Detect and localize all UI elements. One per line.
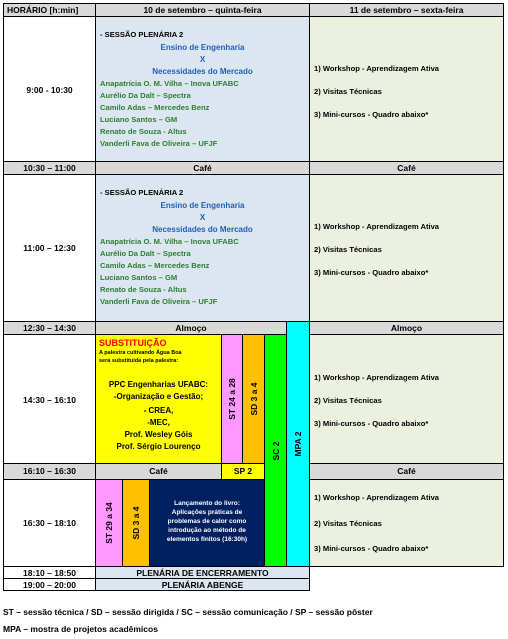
speaker-1-1: Aurélio Da Dalt – Spectra [100, 91, 191, 100]
header-day2-label: 11 de setembro – sexta-feira [349, 5, 464, 15]
time-cell-6 [3, 463, 96, 480]
plenaria-title-1: - SESSÃO PLENÁRIA 2 [100, 30, 184, 39]
livro-l1: Lançamento do livro: [174, 500, 240, 507]
legend-line-1: ST – sessão técnica / SD – sessão dirigida / SC – sessão comunicação / SP – sessão pôster [3, 607, 373, 617]
plenaria-line1-2: Ensino de Engenharia [160, 201, 245, 210]
cafe-label-4: Café [397, 466, 416, 476]
plenaria-line1-1: Ensino de Engenharia [160, 43, 245, 52]
speaker-1-4: Renato de Souza - Altus [100, 127, 187, 136]
livro-l4: introdução ao método de [168, 527, 246, 534]
plenaria-title-2: - SESSÃO PLENÁRIA 2 [100, 188, 184, 197]
time-cell-2 [3, 161, 96, 175]
almoco-label-1: Almoço [175, 323, 207, 333]
friday-cell-4 [309, 479, 504, 567]
speaker-2-1: Aurélio Da Dalt – Spectra [100, 249, 191, 258]
cafe-label-3: Café [149, 466, 168, 476]
friday-item-4-0: 1) Workshop - Aprendizagem Ativa [314, 493, 440, 502]
header-day1-label: 10 de setembro – quinta-feira [143, 5, 262, 15]
livro-cell [149, 479, 265, 567]
header-day1 [95, 3, 310, 17]
mpa-cell [286, 321, 310, 567]
speaker-2-5: Vanderli Fava de Oliveira – UFJF [100, 297, 218, 306]
time-cell-3 [3, 174, 96, 322]
time-label-8: 18:10 – 18:50 [23, 568, 76, 578]
sd-label-2: SD 3 a 4 [131, 506, 141, 540]
abenge-cell [95, 578, 310, 591]
header-day2 [309, 3, 504, 17]
time-label-6: 16:10 – 16:30 [23, 466, 76, 476]
friday-cell-1 [309, 16, 504, 162]
plenaria-line2-1: Necessidades do Mercado [152, 67, 253, 76]
plenaria-x-2: X [199, 213, 206, 222]
time-label-4: 12:30 – 14:30 [23, 323, 76, 333]
sc-label: SC 2 [270, 441, 281, 460]
sd-cell-2 [122, 479, 150, 567]
legend-line-2: MPA – mostra de projetos acadêmicos [3, 624, 158, 634]
friday-item-2-1: 2) Visitas Técnicas [314, 245, 382, 254]
cafe-cell-3 [95, 463, 222, 480]
substituicao-l5: Prof. Wesley Góis [124, 430, 193, 439]
header-time-label: HORÁRIO [h:min] [7, 5, 79, 15]
livro-l5: elementos finitos (16:30h) [166, 536, 248, 543]
st-label-1: ST 24 a 28 [227, 378, 237, 420]
time-label-1: 9:00 - 10:30 [26, 85, 73, 95]
st-label-2: ST 29 a 34 [104, 502, 114, 544]
sd-cell-1 [242, 334, 265, 464]
friday-item-4-2: 3) Mini-cursos - Quadro abaixo* [314, 544, 429, 553]
substituicao-l4: -MEC, [147, 418, 170, 427]
friday-item-2-2: 3) Mini-cursos - Quadro abaixo* [314, 268, 429, 277]
time-label-9: 19:00 – 20:00 [23, 580, 76, 590]
friday-item-4-1: 2) Visitas Técnicas [314, 519, 382, 528]
substituicao-l6: Prof. Sérgio Lourenço [116, 442, 201, 451]
time-label-7: 16:30 – 18:10 [23, 518, 76, 528]
substituicao-l1: PPC Engenharias UFABC: [108, 380, 209, 389]
cafe-cell-2 [309, 161, 504, 175]
time-cell-4 [3, 321, 96, 335]
cafe-label-1: Café [193, 163, 212, 173]
substituicao-note2: será substituída pela palestra: [99, 358, 179, 364]
almoco-cell-2 [309, 321, 504, 335]
substituicao-title: SUBSTITUIÇÃO [99, 338, 167, 348]
speaker-2-0: Anapatrícia O. M. Vilha – Inova UFABC [100, 237, 239, 246]
time-cell-1 [3, 16, 96, 162]
speaker-1-0: Anapatrícia O. M. Vilha – Inova UFABC [100, 79, 239, 88]
livro-l2: Aplicações práticas de [171, 509, 243, 516]
sc-cell [264, 334, 287, 567]
speaker-2-4: Renato de Souza - Altus [100, 285, 187, 294]
friday-cell-3 [309, 334, 504, 464]
friday-item-1-0: 1) Workshop - Aprendizagem Ativa [314, 64, 440, 73]
almoco-label-2: Almoço [390, 323, 423, 333]
livro-l3: problemas de calor como [167, 518, 247, 525]
time-cell-5 [3, 334, 96, 464]
substituicao-l2: -Organização e Gestão; [113, 392, 204, 401]
header-time [3, 3, 96, 17]
plenaria-cell-1 [95, 16, 310, 162]
speaker-2-3: Luciano Santos – GM [100, 273, 178, 282]
friday-item-3-2: 3) Mini-cursos - Quadro abaixo* [314, 419, 429, 428]
time-cell-7 [3, 479, 96, 567]
speaker-1-5: Vanderli Fava de Oliveira – UFJF [100, 139, 218, 148]
almoco-cell-1 [95, 321, 287, 335]
substituicao-l3: - CREA, [143, 406, 174, 415]
abenge-label: PLENÁRIA ABENGE [161, 580, 244, 590]
speaker-2-2: Camilo Adas – Mercedes Benz [100, 261, 210, 270]
speaker-1-3: Luciano Santos – GM [100, 115, 178, 124]
substituicao-cell [95, 334, 222, 464]
time-cell-9 [3, 578, 96, 591]
friday-item-3-1: 2) Visitas Técnicas [314, 396, 382, 405]
encerramento-label: PLENÁRIA DE ENCERRAMENTO [136, 568, 269, 578]
plenaria-x-1: X [199, 55, 206, 64]
plenaria-cell-2 [95, 174, 310, 322]
substituicao-note1: A palestra cultivando Água Boa [99, 350, 182, 356]
mpa-label: MPA 2 [293, 431, 303, 457]
sp-label: SP 2 [233, 466, 253, 476]
st-cell-2 [95, 479, 123, 567]
friday-item-2-0: 1) Workshop - Aprendizagem Ativa [314, 222, 440, 231]
friday-cell-2 [309, 174, 504, 322]
sp-cell [221, 463, 265, 480]
friday-item-1-1: 2) Visitas Técnicas [314, 87, 382, 96]
plenaria-line2-2: Necessidades do Mercado [152, 225, 253, 234]
time-label-5: 14:30 – 16:10 [23, 395, 76, 405]
cafe-label-2: Café [397, 163, 416, 173]
time-label-3: 11:00 – 12:30 [23, 243, 76, 253]
cafe-cell-4 [309, 463, 504, 480]
speaker-1-2: Camilo Adas – Mercedes Benz [100, 103, 210, 112]
time-label-2: 10:30 – 11:00 [23, 163, 76, 173]
st-cell-1 [221, 334, 243, 464]
friday-item-3-0: 1) Workshop - Aprendizagem Ativa [314, 373, 440, 382]
cafe-cell-1 [95, 161, 310, 175]
sd-label-1: SD 3 a 4 [248, 382, 259, 416]
friday-item-1-2: 3) Mini-cursos - Quadro abaixo* [314, 110, 429, 119]
